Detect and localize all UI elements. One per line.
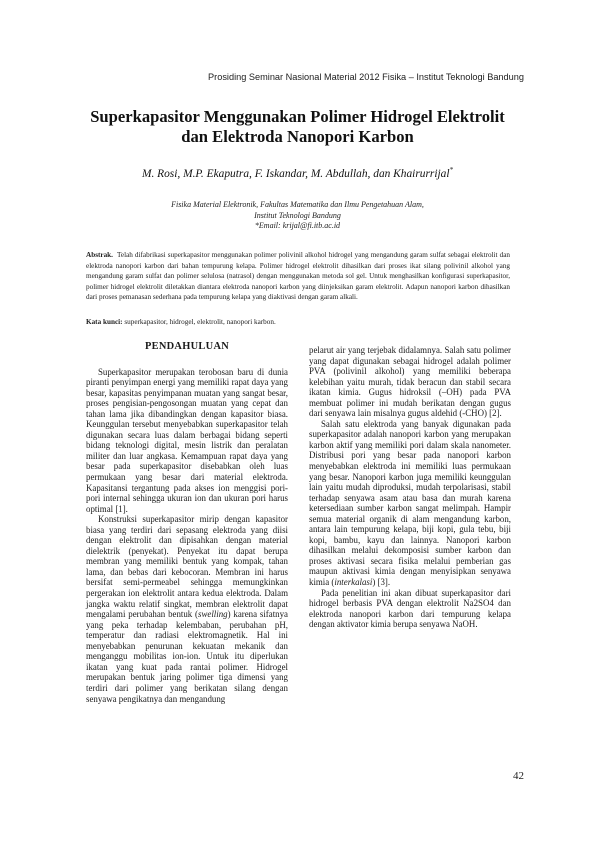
corresponding-author-mark: * xyxy=(449,166,454,174)
left-paragraph-2-start: Konstruksi superkapasitor mirip dengan kapasitor biasa yang terdiri dari sepasang elektroda yang diisi dengan elektrolit dan dipisahkan dengan material dielektrik (penyekat). Penyekat itu dapat berupa membran yang memiliki bentuk yang kompak, tahan lama, dan bebas dari kebocoran. Membran ini harus bersifat semi-permeabel sehingga memungkinkan pergerakan ion elektrolit antara kedua elektroda. Dalam jangka waktu relatif singkat, membran elektrolit dapat mengalami perubahan bentuk ( xyxy=(86,514,288,620)
affiliation xyxy=(90,200,505,232)
title-line-1: Superkapasitor Menggunakan Polimer Hidrogel Elektrolit xyxy=(90,107,505,126)
abstract-label: Abstrak. xyxy=(86,251,113,259)
left-paragraph-2-end: ) karena sifatnya yang peka terhadap kelembaban, perubahan pH, temperatur dan radiasi elektromagnetik. Hal ini menyebabkan penurunan kekuatan mekanik dan menganggu mobilitas ion-ion. Untuk itu diperlukan ikatan yang kuat pada rantai polimer. Hidrogel merupakan bentuk jaring polimer tiga dimensi yang terdiri dari polimer yang berikatan silang dengan senyawa pengikatnya dan mengandung xyxy=(86,609,288,704)
abstract-text: Telah difabrikasi superkapasitor menggunakan polimer polivinil alkohol hidrogel yang mengandung garam sulfat sebagai elektrolit dan elektroda nanopori karbon dari bahan tempurung kelapa. Polimer hidrogel elektrolit dihasilkan dari proses ikat silang polivinil alkohol yang mengandung garam sulfat dan polimer selulosa (natrasol) dengan menggunakan metoda sol gel. Untuk menghasilkan konfigurasi superkapasitor, polimer hidrogel elektrolit diletakkan diantara elektroda nanopori karbon yang diinjeksikan garam elektrolit. Adapun nanopori karbon dihasilkan dari proses pemanasan sederhana pada tempurung kelapa yang diaktivasi dengan garam alkali. xyxy=(86,251,510,302)
abstract xyxy=(86,250,510,303)
left-paragraph-1: Superkapasitor merupakan terobosan baru di dunia piranti penyimpan energi yang memiliki rapat daya yang besar, kapasitas penyimpanan muatan yang sangat besar, proses pengisian-pengosongan muatan yang cepat dan tahan lama jika dibandingkan dengan kapasitor biasa. Keunggulan tersebut menyebabkan superkapasitor telah digunakan secara luas dalam berbagai bidang seperti bidang teknologi digital, mesin listrik dan peralatan militer dan luar angkasa. Kemampuan rapat daya yang besar pada superkapasitor disebabkan oleh luas permukaan yang besar dari material elektroda. Kapasitansi tergantung pada akses ion menggisi pori-pori internal sehingga ukuran ion dan ukuran pori harus optimal [1]. xyxy=(86,366,288,514)
right-paragraph-1: pelarut air yang terjebak didalamnya. Salah satu polimer yang dapat digunakan sebagai hidrogel adalah polimer PVA (polivinil alkohol) yang memiliki beberapa kelebihan yaitu murah, tidak beracun dan stabil secara ikatan kimia. Gugus hidroksil (–OH) pada PVA membuat polimer ini mudah berikatan dengan gugus dari senyawa lain misalnya gugus aldehid (-CHO) [2]. xyxy=(309,345,511,419)
right-paragraph-2-italic: interkalasi xyxy=(334,577,373,588)
section-heading: PENDAHULUAN xyxy=(144,341,230,352)
right-paragraph-2-end: ) [3]. xyxy=(372,577,391,588)
right-paragraph-3: Pada penelitian ini akan dibuat superkapasitor dari hidrogel berbasis PVA dengan elektrolit Na2SO4 dan elektroda nanopori karbon dari tempurung kelapa dengan aktivator kimia berupa senyawa NaOH. xyxy=(309,587,511,630)
affiliation-line-1: Fisika Material Elektronik, Fakultas Matematika dan Ilmu Pengetahuan Alam, xyxy=(171,200,424,209)
page-number: 42 xyxy=(513,770,524,782)
author-names: M. Rosi, M.P. Ekaputra, F. Iskandar, M. Abdullah, dan Khairurrijal xyxy=(141,167,450,180)
affiliation-line-2: Institut Teknologi Bandung xyxy=(254,210,341,220)
keywords-label: Kata kunci: xyxy=(86,318,123,326)
right-paragraph-2-start: Salah satu elektroda yang banyak digunakan pada superkapasitor adalah nanopori karbon yang merupakan karbon aktif yang memiliki pori dalam skala nanometer. Distribusi pori yang besar pada nanopori karbon menyebabkan elektroda ini memiliki luas permukaan yang besar. Nanopori karbon juga memiliki keunggulan lain yaitu mudah diproduksi, mudah terpolarisasi, stabil terhadap senyawa asam atau basa dan murah karena ketersediaan sumber karbon sangat melimpah. Hampir semua material organik di alam mengandung karbon, antara lain tempurung kelapa, biji kopi, gula tebu, biji kopi, bambu, kayu dan lainnya. Nanopori karbon dihasilkan melalui dekomposisi sumber karbon dan proses aktivasi secara fisika melalui pemberian gas maupun aktivasi kimia dengan menyisipkan senyawa kimia ( xyxy=(309,418,511,588)
title-line-2: dan Elektroda Nanopori Karbon xyxy=(181,127,414,146)
left-paragraph-2-italic: swelling xyxy=(198,609,228,620)
left-paragraph-2 xyxy=(86,514,288,704)
left-column xyxy=(86,342,288,704)
keywords-text: superkapasitor, hidrogel, elektrolit, nanopori karbon. xyxy=(124,318,276,326)
keywords xyxy=(86,318,510,326)
contact-email[interactable]: *Email: krijal@fi.itb.ac.id xyxy=(254,221,341,231)
paper-title xyxy=(60,107,535,147)
right-column xyxy=(309,345,511,630)
author-list xyxy=(60,166,535,180)
running-header: Prosiding Seminar Nasional Material 2012 Fisika – Institut Teknologi Bandung xyxy=(208,72,524,82)
right-paragraph-2 xyxy=(309,419,511,588)
